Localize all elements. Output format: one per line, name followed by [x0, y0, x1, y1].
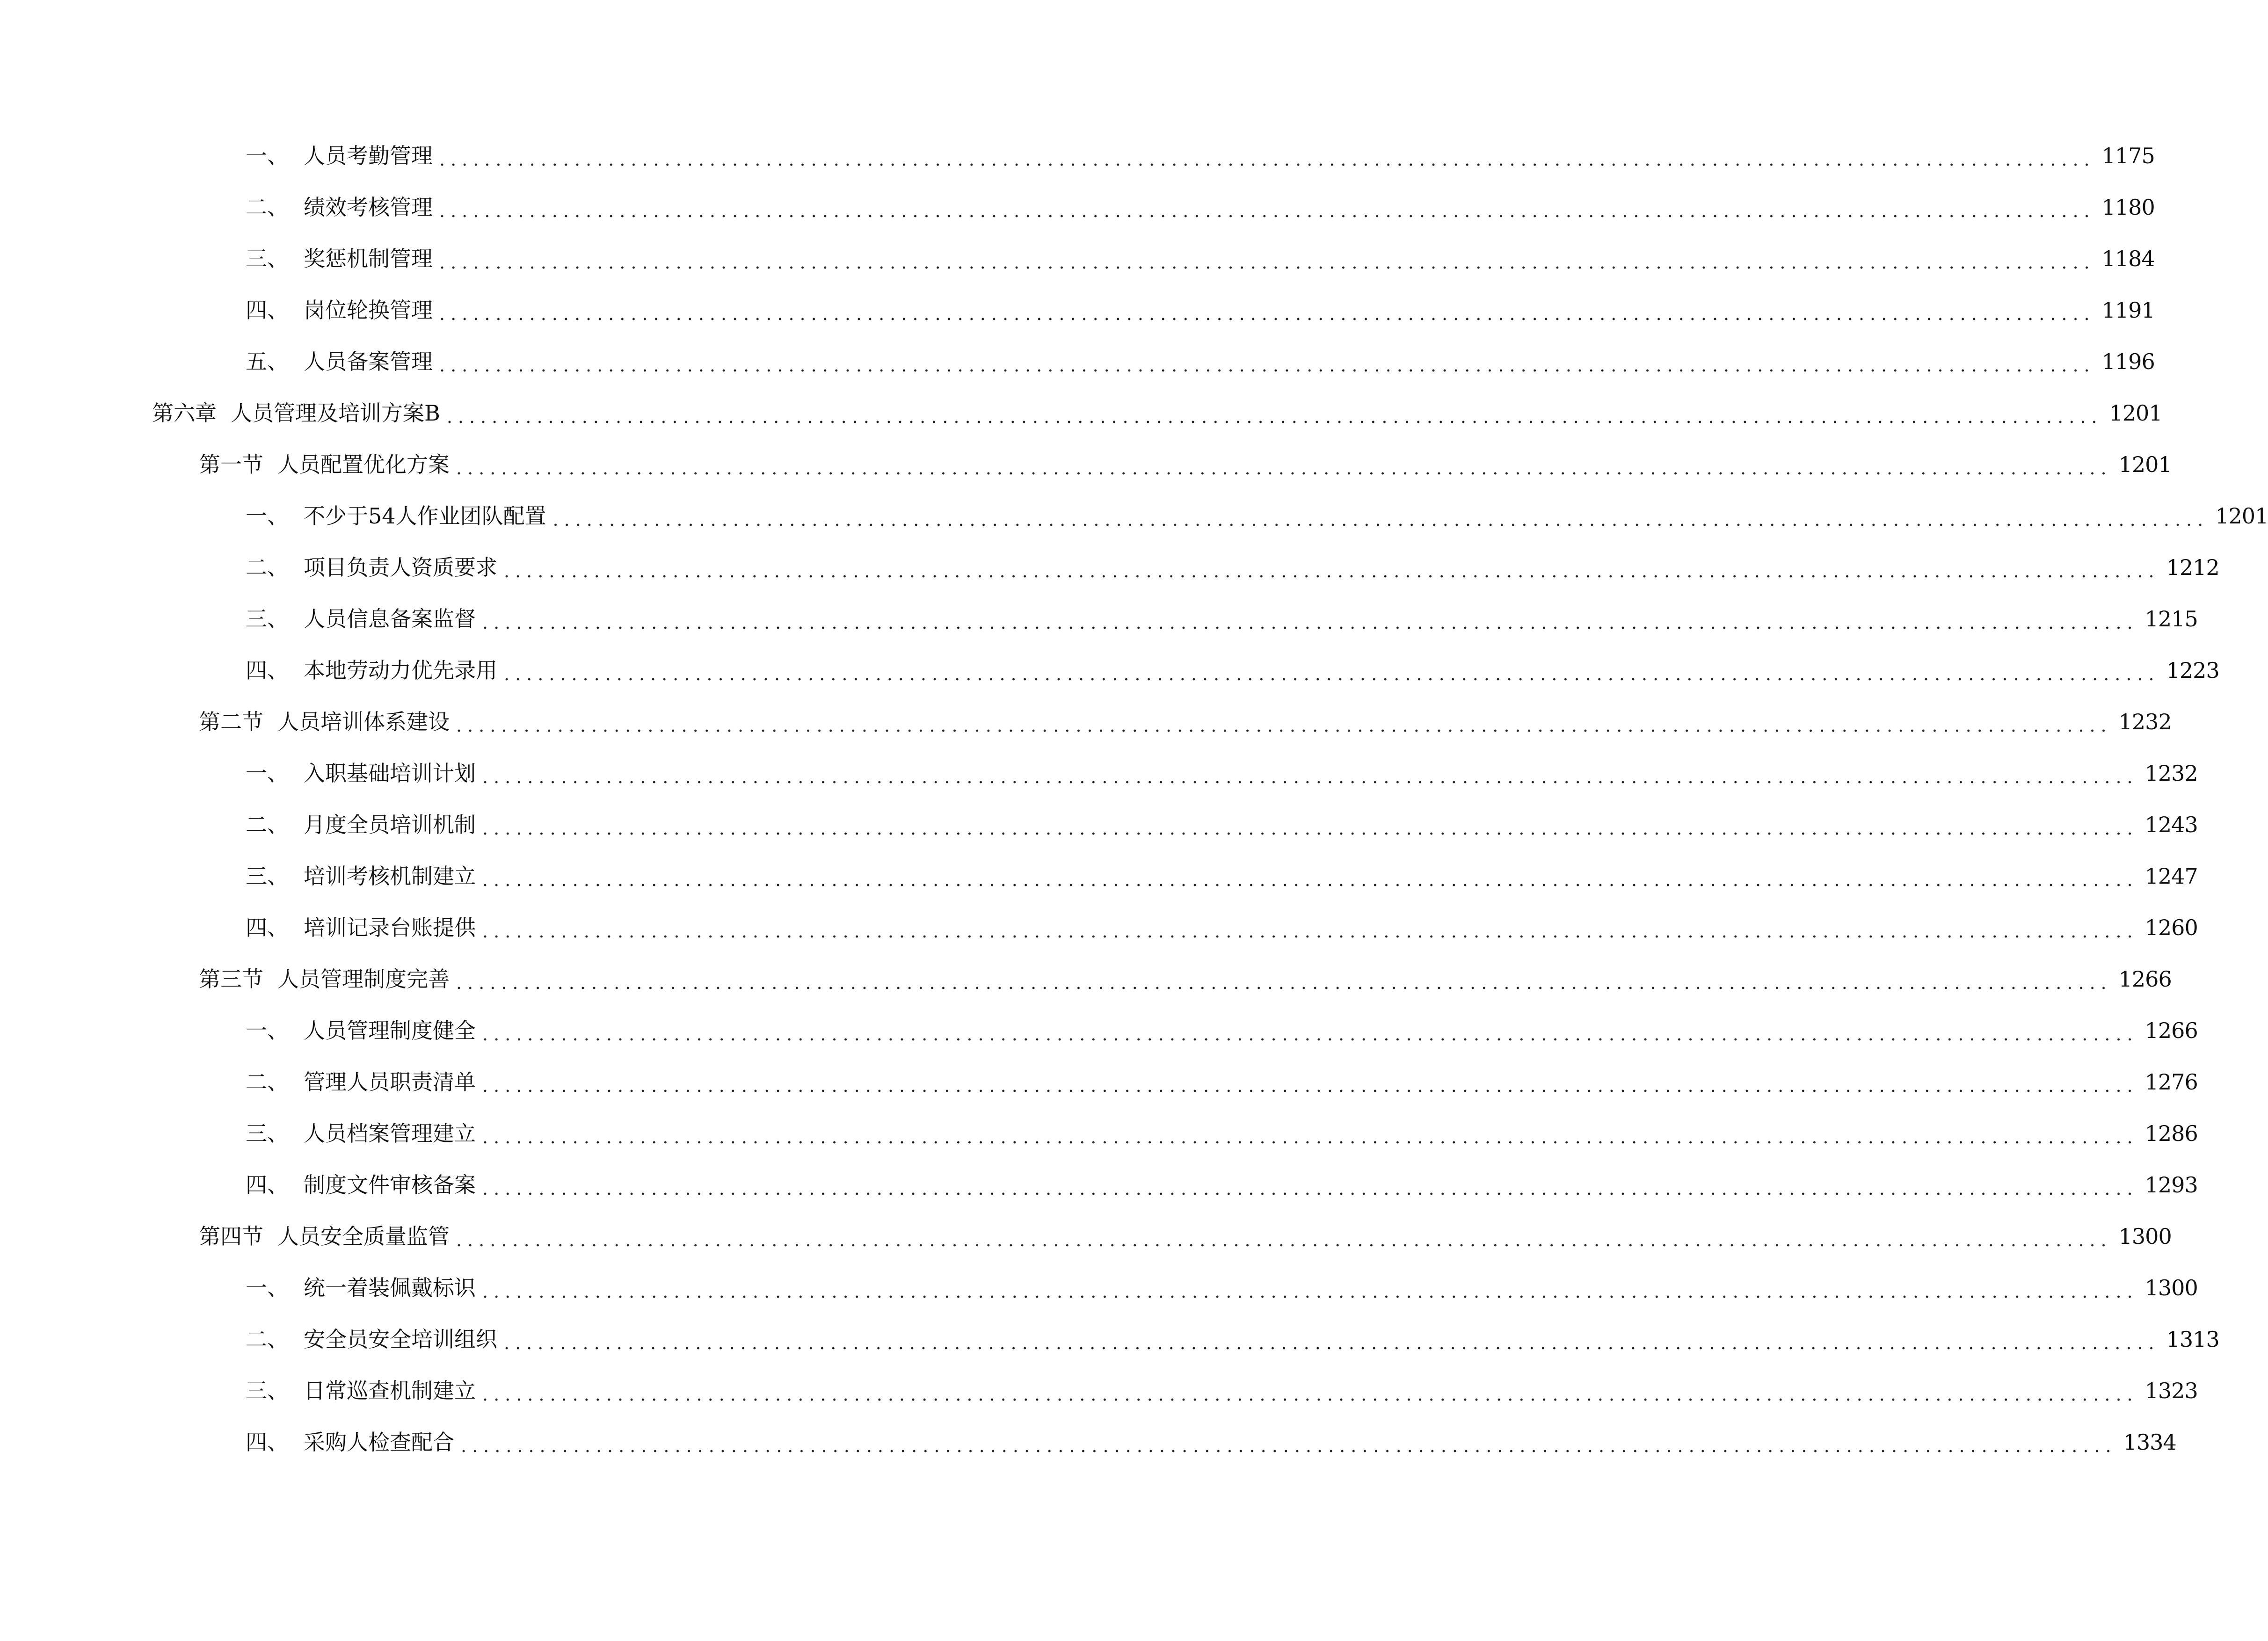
toc-entry[interactable] — [246, 135, 2155, 177]
toc-entry-title: 岗位轮换管理 — [304, 298, 433, 323]
dot-leader: ................................................................................................................................................... — [456, 1230, 2112, 1250]
toc-entry-page: 1243 — [2144, 812, 2198, 837]
toc-entry-number: 五、 — [246, 349, 289, 374]
toc-entry-page: 1215 — [2144, 606, 2198, 632]
toc-entry-number: 二、 — [246, 1069, 289, 1095]
toc-entry-number: 四、 — [246, 658, 289, 683]
dot-leader: ................................................................................................................................................... — [439, 304, 2095, 324]
toc-entry[interactable] — [246, 289, 2155, 331]
toc-entry-title: 入职基础培训计划 — [304, 761, 476, 786]
toc-entry-page: 1175 — [2101, 143, 2155, 168]
toc-entry[interactable] — [246, 804, 2198, 846]
toc-entry[interactable] — [246, 598, 2198, 640]
toc-entry-page: 1300 — [2144, 1275, 2198, 1300]
toc-entry-number: 三、 — [246, 246, 289, 271]
dot-leader: ................................................................................................................................................... — [439, 252, 2095, 273]
toc-entry[interactable] — [246, 907, 2198, 949]
toc-entry-page: 1293 — [2144, 1172, 2198, 1198]
dot-leader: ................................................................................................................................................... — [439, 201, 2095, 221]
dot-leader: ................................................................................................................................................... — [482, 921, 2138, 942]
toc-entry-page: 1266 — [2144, 1018, 2198, 1043]
toc-entry-number: 四、 — [246, 915, 289, 940]
toc-entry[interactable] — [246, 341, 2155, 383]
toc-entry[interactable] — [246, 546, 2219, 588]
dot-leader: ................................................................................................................................................... — [552, 509, 2209, 530]
dot-leader: ................................................................................................................................................... — [439, 149, 2095, 170]
toc-entry-page: 1334 — [2123, 1430, 2176, 1455]
toc-entry-title: 培训考核机制建立 — [304, 864, 476, 889]
dot-leader: ................................................................................................................................................... — [504, 664, 2160, 684]
toc-section-entry[interactable] — [199, 1215, 2172, 1257]
toc-entry-number: 第六章 — [152, 400, 217, 426]
toc-entry-title: 管理人员职责清单 — [304, 1069, 476, 1095]
toc-entry-title: 人员信息备案监督 — [304, 606, 476, 632]
toc-entry-page: 1196 — [2101, 349, 2155, 374]
toc-entry-page: 1201 — [2118, 452, 2172, 477]
dot-leader: ................................................................................................................................................... — [446, 407, 2103, 427]
toc-chapter-entry[interactable] — [152, 392, 2162, 434]
dot-leader: ................................................................................................................................................... — [456, 715, 2112, 736]
toc-entry[interactable] — [246, 186, 2155, 228]
dot-leader: ................................................................................................................................................... — [482, 1281, 2138, 1302]
toc-entry-page: 1300 — [2118, 1224, 2172, 1249]
toc-entry-number: 四、 — [246, 1172, 289, 1198]
toc-entry-page: 1260 — [2144, 915, 2198, 940]
dot-leader: ................................................................................................................................................... — [456, 458, 2112, 479]
toc-entry-title: 人员安全质量监管 — [277, 1224, 450, 1249]
toc-entry-number: 三、 — [246, 1121, 289, 1146]
toc-section-entry[interactable] — [199, 701, 2172, 743]
toc-entry-number: 四、 — [246, 298, 289, 323]
dot-leader: ................................................................................................................................................... — [482, 612, 2138, 633]
toc-entry-title: 绩效考核管理 — [304, 195, 433, 220]
toc-entry-number: 三、 — [246, 1378, 289, 1403]
toc-entry-page: 1286 — [2144, 1121, 2198, 1146]
dot-leader: ................................................................................................................................................... — [482, 1178, 2138, 1199]
toc-entry-title: 不少于54人作业团队配置 — [304, 503, 546, 529]
toc-entry-number: 第二节 — [199, 709, 263, 734]
toc-entry[interactable] — [246, 752, 2198, 794]
toc-entry-title: 人员管理制度健全 — [304, 1018, 476, 1043]
toc-entry-page: 1266 — [2118, 966, 2172, 992]
toc-entry-title: 人员管理制度完善 — [277, 966, 450, 992]
dot-leader: ................................................................................................................................................... — [504, 561, 2160, 581]
toc-entry-title: 制度文件审核备案 — [304, 1172, 476, 1198]
toc-entry-title: 采购人检查配合 — [304, 1430, 454, 1455]
toc-entry[interactable] — [246, 238, 2155, 280]
dot-leader: ................................................................................................................................................... — [482, 767, 2138, 787]
toc-entry-number: 二、 — [246, 1327, 289, 1352]
toc-entry-page: 1201 — [2215, 503, 2268, 529]
toc-entry-title: 日常巡查机制建立 — [304, 1378, 476, 1403]
toc-entry-page: 1201 — [2109, 400, 2162, 426]
toc-entry[interactable] — [246, 855, 2198, 897]
toc-entry-page: 1276 — [2144, 1069, 2198, 1095]
dot-leader: ................................................................................................................................................... — [439, 355, 2095, 376]
toc-entry-number: 二、 — [246, 812, 289, 837]
toc-entry[interactable] — [246, 1112, 2198, 1155]
toc-entry[interactable] — [246, 1267, 2198, 1309]
toc-entry-number: 四、 — [246, 1430, 289, 1455]
toc-entry-number: 一、 — [246, 761, 289, 786]
toc-entry-page: 1223 — [2166, 658, 2219, 683]
toc-entry[interactable] — [246, 1164, 2198, 1206]
toc-entry-title: 人员档案管理建立 — [304, 1121, 476, 1146]
toc-entry-title: 人员培训体系建设 — [277, 709, 450, 734]
toc-entry-number: 一、 — [246, 1018, 289, 1043]
toc-entry-page: 1323 — [2144, 1378, 2198, 1403]
toc-entry-number: 一、 — [246, 503, 289, 529]
toc-entry[interactable] — [246, 1009, 2198, 1052]
toc-entry-page: 1184 — [2101, 246, 2155, 271]
toc-entry-number: 二、 — [246, 195, 289, 220]
toc-entry[interactable] — [246, 1061, 2198, 1103]
toc-entry-title: 统一着装佩戴标识 — [304, 1275, 476, 1300]
toc-entry-page: 1313 — [2166, 1327, 2219, 1352]
toc-entry-title: 人员管理及培训方案B — [231, 400, 440, 426]
toc-entry[interactable] — [246, 1421, 2176, 1463]
toc-entry-title: 人员配置优化方案 — [277, 452, 450, 477]
toc-entry-page: 1232 — [2144, 761, 2198, 786]
toc-entry-title: 安全员安全培训组织 — [304, 1327, 497, 1352]
dot-leader: ................................................................................................................................................... — [461, 1436, 2117, 1456]
toc-entry-page: 1180 — [2101, 195, 2155, 220]
toc-entry-number: 一、 — [246, 1275, 289, 1300]
toc-entry[interactable] — [246, 495, 2268, 537]
toc-entry-title: 月度全员培训机制 — [304, 812, 476, 837]
toc-entry-title: 培训记录台账提供 — [304, 915, 476, 940]
toc-entry[interactable] — [246, 1370, 2198, 1412]
dot-leader: ................................................................................................................................................... — [482, 1024, 2138, 1045]
toc-entry-title: 人员备案管理 — [304, 349, 433, 374]
toc-entry-number: 一、 — [246, 143, 289, 168]
toc-entry-page: 1232 — [2118, 709, 2172, 734]
dot-leader: ................................................................................................................................................... — [456, 973, 2112, 993]
toc-entry-number: 二、 — [246, 555, 289, 580]
toc-entry-title: 项目负责人资质要求 — [304, 555, 497, 580]
toc-entry-page: 1247 — [2144, 864, 2198, 889]
dot-leader: ................................................................................................................................................... — [482, 1127, 2138, 1147]
toc-entry[interactable] — [246, 649, 2219, 691]
dot-leader: ................................................................................................................................................... — [482, 1384, 2138, 1405]
toc-entry[interactable] — [246, 1318, 2219, 1360]
toc-entry-number: 第一节 — [199, 452, 263, 477]
toc-entry-title: 奖惩机制管理 — [304, 246, 433, 271]
toc-entry-number: 第三节 — [199, 966, 263, 992]
dot-leader: ................................................................................................................................................... — [482, 870, 2138, 890]
dot-leader: ................................................................................................................................................... — [482, 1075, 2138, 1096]
toc-entry-title: 人员考勤管理 — [304, 143, 433, 168]
dot-leader: ................................................................................................................................................... — [482, 818, 2138, 839]
toc-section-entry[interactable] — [199, 443, 2172, 486]
toc-entry-number: 第四节 — [199, 1224, 263, 1249]
toc-entry-title: 本地劳动力优先录用 — [304, 658, 497, 683]
toc-entry-number: 三、 — [246, 606, 289, 632]
toc-section-entry[interactable] — [199, 958, 2172, 1000]
toc-entry-page: 1212 — [2166, 555, 2219, 580]
toc-entry-page: 1191 — [2101, 298, 2155, 323]
toc-entry-number: 三、 — [246, 864, 289, 889]
dot-leader: ................................................................................................................................................... — [504, 1333, 2160, 1353]
